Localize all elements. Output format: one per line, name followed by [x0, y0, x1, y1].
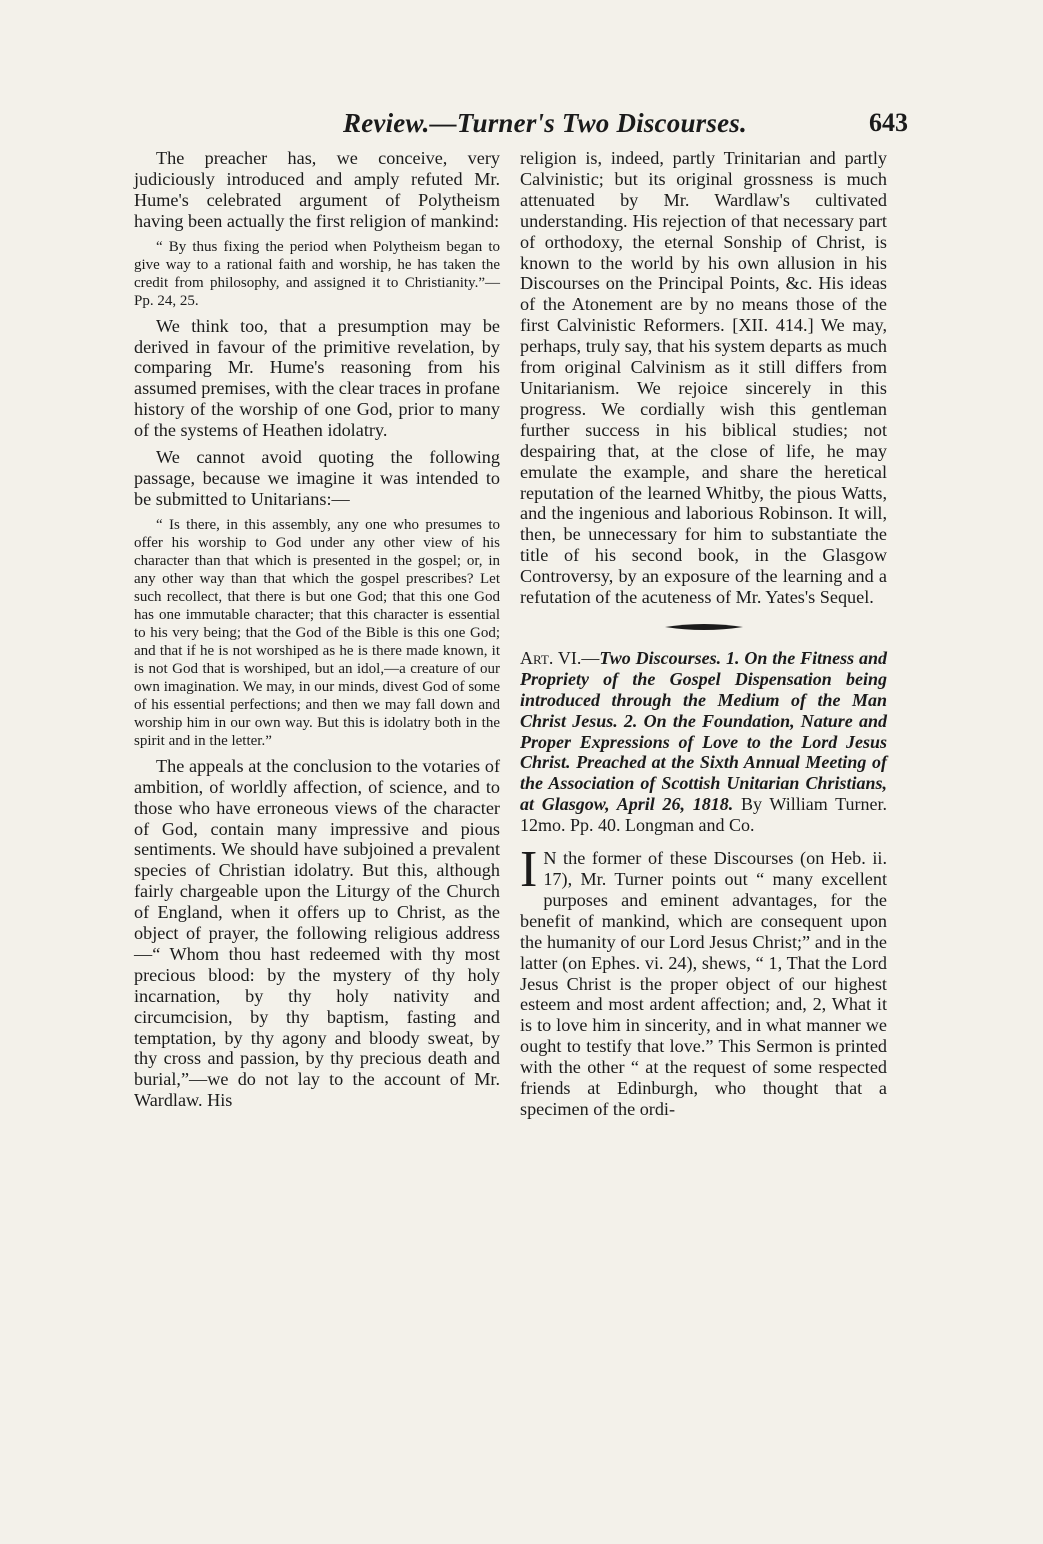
paragraph: The appeals at the conclusion to the votaries of ambition, of worldly affection, of science, and to those who have erroneous views of the character of God, contain many impressive and pious sentiments. We should have subjoined a prevalent species of Christian idolatry. But this, although fairly chargeable upon the Liturgy of the Church of England, when it offers up to Christ, as the object of prayer, the following religious address—“ Whom thou hast redeemed with thy most precious blood: by the mystery of thy holy incarnation, by thy holy nativity and circumcision, by thy baptism, fasting and temptation, by thy agony and bloody sweat, by thy cross and passion, by thy precious death and burial,”—we do not lay to the account of Mr. Wardlaw. His — [134, 755, 500, 1111]
right-column — [520, 148, 887, 1120]
block-quote: “ Is there, in this assembly, any one who presumes to offer his worship to God under any other view of his character than that which is presented in the gospel; or, in any other way than that which the gospel prescribes? Let such recollect, that there is but one God; that this one God has one immutable character; that this character is essential to his very being; that the God of the Bible is this one God; and that if he is not worshiped as he is there made known, it is not God that is worshiped, but an idol,—a creature of our own imagination. We may, in our minds, divest God of some of his essential perfections; and then we may fall down and worship him in our own way. But this is idolatry both in the spirit and in the letter.” — [134, 516, 500, 749]
left-column — [134, 148, 500, 1111]
block-quote: “ By thus fixing the period when Polytheism began to give way to a rational faith and worship, he has taken the credit from philosophy, and assigned it to Christianity.”—Pp. 24, 25. — [134, 238, 500, 309]
article-title: Two Discourses. 1. On the Fitness and Propriety of the Gospel Dispensation being introduced through the Medium of the Man Christ Jesus. 2. On the Foundation, Nature and Proper Expressions of Love to the Lord Jesus Christ. Preached at the Sixth Annual Meeting of the Association of Scottish Unitarian Christians, at Glasgow, April 26, 1818. — [520, 647, 887, 815]
drop-cap: I — [520, 841, 538, 899]
paragraph: The preacher has, we conceive, very judiciously introduced and amply refuted Mr. Hume's celebrated argument of Polytheism having been actually the first religion of mankind: — [134, 148, 500, 231]
paragraph: N the former of these Discourses (on Heb. ii. 17), Mr. Turner points out “ many excellent purposes and eminent advantages, for the benefit of mankind, which are consequent upon the humanity of our Lord Jesus Christ;” and in the latter (on Ephes. vi. 24), shews, “ 1, That the Lord Jesus Christ is the proper object of our highest esteem and most ardent affection; and, 2, What it is to love him in sincerity, and in what manner we ought to testify that love.” This Sermon is printed with the other “ at the request of some respected friends at Edinburgh, who thought that a specimen of the ordi- — [520, 848, 887, 1119]
section-divider — [665, 622, 743, 632]
paragraph: We cannot avoid quoting the following passage, because we imagine it was intended to be submitted to Unitarians:— — [134, 447, 500, 509]
article-body — [520, 841, 887, 1120]
running-title: Review.—Turner's Two Discourses. — [343, 108, 747, 138]
paragraph: religion is, indeed, partly Trinitarian and partly Calvinistic; but its original grossness is much attenuated by Mr. Wardlaw's cultivated understanding. His rejection of that necessary part of orthodoxy, the eternal Sonship of Christ, is known to the world by his own allusion in his Discourses on the Principal Points, &c. His ideas of the Atonement are by no means those of the first Calvinistic Reformers. [XII. 414.] We may, perhaps, truly say, that his system departs as much from original Calvinism as it still differs from Unitarianism. We rejoice sincerely in this progress. We cordially wish this gentleman further success in his biblical studies; not despairing that, at the close of life, he may emulate the example, and share the heretical reputation of the learned Whitby, the pious Watts, and the ingenious and laborious Robinson. It will, then, be unnecessary for him to substantiate the title of his second book, in the Glasgow Controversy, by an exposure of the learning and a refutation of the acuteness of Mr. Yates's Sequel. — [520, 148, 887, 608]
article-heading — [520, 648, 887, 836]
article-byline: By William Turner. 12mo. Pp. 40. Longman and Co. — [520, 794, 887, 836]
divider-ornament-icon — [665, 622, 743, 632]
page-number: 643 — [869, 108, 908, 137]
page-header — [108, 108, 908, 148]
article-label: Art. VI.— — [520, 647, 600, 668]
paragraph: We think too, that a presumption may be derived in favour of the primitive revelation, by comparing Mr. Hume's reasoning from his assumed premises, with the clear traces in profane history of the worship of one God, prior to many of the systems of Heathen idolatry. — [134, 315, 500, 441]
